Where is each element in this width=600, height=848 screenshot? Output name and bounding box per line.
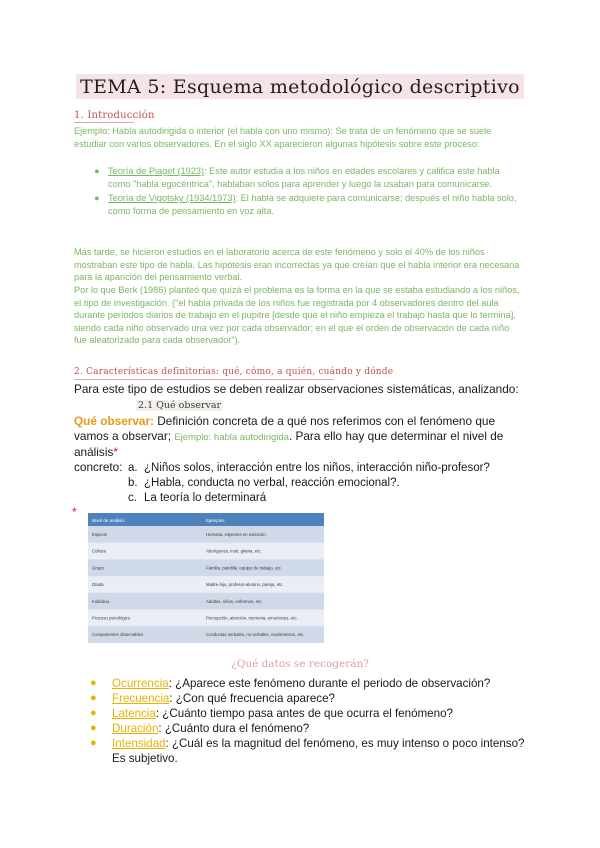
table-cell-example: Familia, pandilla, equipo de trabajo, etc. (206, 565, 282, 571)
table-cell-example: Percepción, atención, memoria, emociones, etc. (206, 615, 298, 621)
vigotsky-link[interactable]: Teoría de Vigotsky (1934/1973) (108, 193, 236, 204)
que-text2: . Para ello hay que determinar el nivel de análisis (74, 429, 504, 459)
bullet-dot-icon: ● (94, 193, 100, 204)
table-cell-level: Individuo (92, 598, 110, 604)
section2-intro: Para este tipo de estudios se deben realizar observaciones sistemáticas, analizando: (74, 382, 519, 396)
list-item: ● Frecuencia: ¿Con qué frecuencia aparece? (90, 692, 335, 705)
list-item: c. La teoría lo determinará (128, 492, 267, 504)
data-key-duracion: Duración (112, 722, 159, 735)
data-types-list (90, 676, 530, 766)
data-key-frecuencia: Frecuencia (112, 692, 170, 705)
piaget-text: : Este autor estudia a los niños en edades escolares y califica este habla como "habla egocéntrica", hablaban solos para aprender y luego la usaban para comunicarse. (108, 166, 500, 189)
que-text3: concreto: (74, 460, 123, 474)
analysis-level-table (88, 513, 324, 643)
table-asterisk-icon: * (72, 505, 77, 519)
bullet-dot-icon: ● (94, 166, 100, 176)
title-wrap (0, 74, 600, 99)
list-item: ● Ocurrencia: ¿Aparece este fenómeno durante el periodo de observación? (90, 677, 491, 690)
list-item: ● Duración: ¿Cuánto dura el fenómeno? (90, 722, 310, 735)
table-cell-level: Cultura (92, 548, 106, 554)
data-key-intensidad: Intensidad (112, 737, 166, 750)
bullet-dot-icon: ● (90, 722, 97, 734)
asterisk-icon: * (113, 445, 119, 459)
piaget-link[interactable]: Teoría de Piaget (1923) (108, 166, 205, 176)
section3-heading: ¿Qué datos se recogerán? (231, 658, 369, 670)
table-cell-level: Grupo (92, 565, 104, 571)
list-item: a. ¿Niños solos, interacción entre los niños, interacción niño-profesor? (128, 462, 490, 474)
list-item: ● Latencia: ¿Cuánto tiempo pasa antes de que ocurra el fenómeno? (90, 707, 453, 720)
section2-heading: 2. Características definitorias: qué, cómo, a quién, cuándo y dónde (74, 367, 394, 377)
table-header-1: Nivel de análisis (92, 518, 125, 523)
bullet-piaget (94, 165, 524, 190)
bullet-vigotsky (94, 192, 524, 217)
table-cell-level: Especie (92, 531, 108, 537)
section2-underline (74, 379, 334, 380)
section1-para2: Más tarde, se hicieron estudios en el laboratorio acerca de este fenómeno y solo el 40% de los niños mostraban este tipo de habla. Las hipótesis eran incorrectas ya que creían que el habla interior era necesaria para la aparición del pensamiento verbal. (74, 247, 520, 283)
bullet-dot-icon: ● (90, 707, 97, 719)
section1-underline (74, 122, 134, 123)
table-header-2: Ejemplos (206, 518, 225, 523)
data-key-latencia: Latencia (112, 707, 156, 720)
list-item: ● Intensidad: ¿Cuál es la magnitud del fenómeno, es muy intenso o poco intenso? Es subjetivo. (90, 737, 525, 765)
section1-para3: Por lo que Berk (1986) planteó que quizá el problema es la forma en la que se estaba estudiando a los niños, el tipo de investigación. ("el habla privada de los niños fue registrada por 4 observadores dentro del aula durante períodos diarios de trabajo en el pupitre [desde que el niño empieza el trabajo hasta que lo termina], siendo cada niño observado una vez por cada observador; en el que el orden de observación de cada niño fue aleatorizado para cada observador"). (74, 285, 520, 346)
vigotsky-text: : El habla se adquiere para comunicarse; después el niño habla solo, como forma de pensamiento en voz alta. (108, 193, 517, 216)
que-example: Ejemplo: habla autodirigida (174, 432, 289, 443)
page-title: TEMA 5: Esquema metodológico descriptivo (76, 74, 524, 99)
table-cell-example: Madre-hijo, profesor-alumno, pareja, etc. (206, 582, 284, 588)
bullet-dot-icon: ● (90, 692, 97, 704)
table-cell-example: Humana, especies en extinción (206, 531, 266, 537)
analysis-level-list (128, 461, 490, 506)
section1-intro: Ejemplo: Habla autodirigida o interior (el habla con uno mismo): Se trata de un fenómeno que se suele estudiar con varios observadores. En el siglo XX aparecieron algunas hipótesis sobre este proceso: (74, 126, 492, 149)
bullet-dot-icon: ● (90, 737, 97, 749)
table-cell-example: Adultos, niños, enfermos, etc. (206, 598, 263, 604)
data-key-ocurrencia: Ocurrencia (112, 677, 169, 690)
table-cell-level: Díada (92, 582, 104, 588)
bullet-dot-icon: ● (90, 677, 97, 689)
que-text1: Definición concreta de a qué nos referimos con el fenómeno que vamos a observar; (74, 414, 496, 443)
section1-heading: 1. Introducción (74, 110, 155, 121)
table-cell-level: Componentes observables (92, 632, 144, 638)
theory-bullets (94, 165, 524, 219)
table-cell-example: Conductas verbales, no verbales, movimientos, etc. (206, 632, 305, 638)
table-rows (88, 526, 324, 643)
table-cell-level: Proceso psicológico (92, 615, 131, 621)
list-item: b. ¿Habla, conducta no verbal, reacción emocional?. (128, 477, 400, 489)
que-observar-label: Qué observar: (74, 414, 154, 428)
table-cell-example: Aborígenes, inuit, gitana, etc. (206, 548, 262, 554)
subheading-que-observar: 2.1 Qué observar (138, 400, 222, 411)
